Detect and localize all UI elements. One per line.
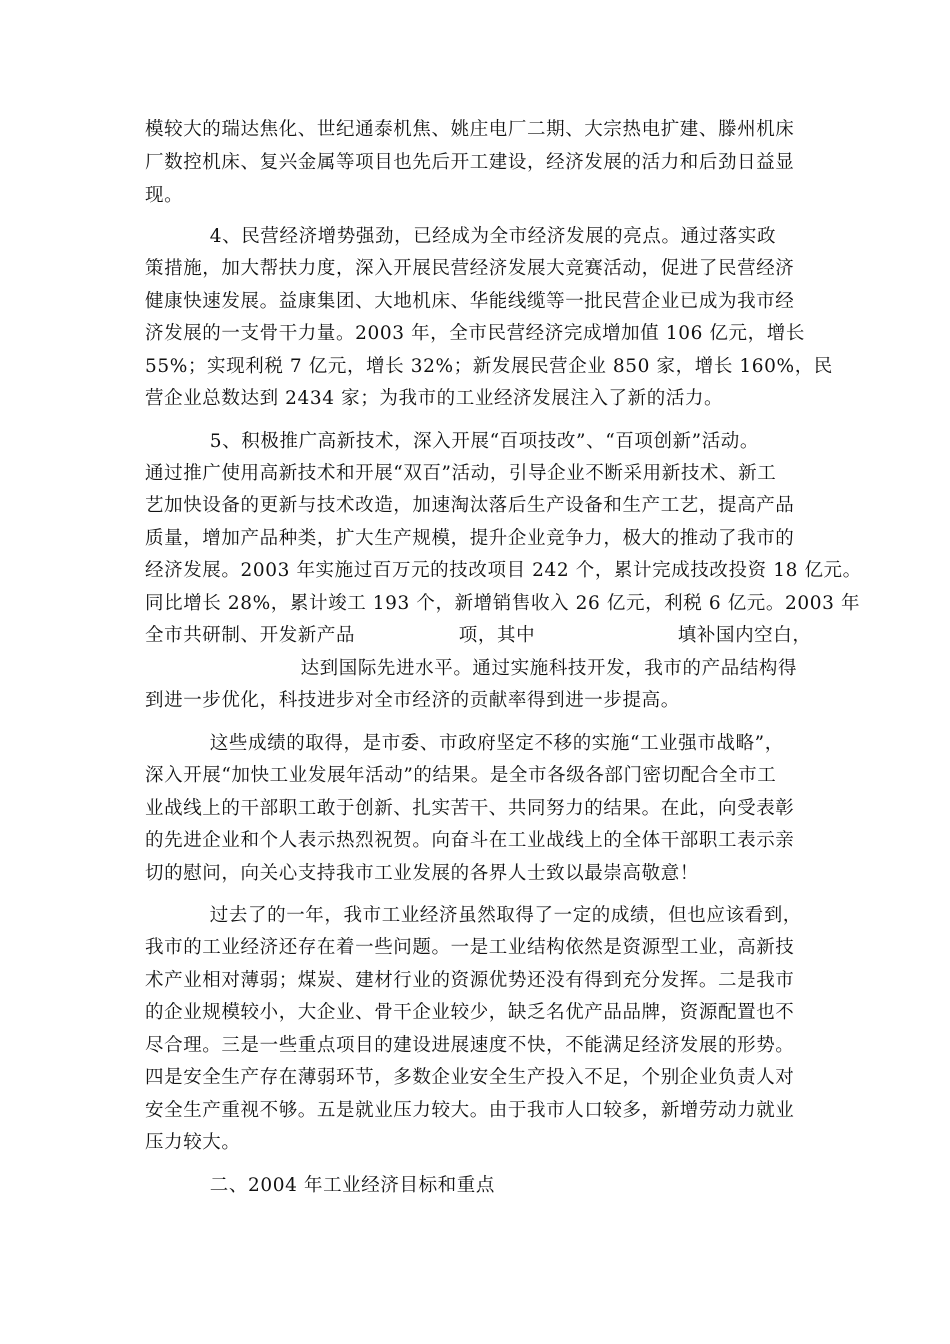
text-line: 四是安全生产存在薄弱环节，多数企业安全生产投入不足，个别企业负责人对: [145, 1067, 795, 1088]
text-line: 营企业总数达到 2434 家；为我市的工业经济发展注入了新的活力。: [145, 388, 724, 409]
text-line: 策措施，加大帮扶力度，深入开展民营经济发展大竞赛活动，促进了民营经济: [145, 258, 795, 279]
text-line: 尽合理。三是一些重点项目的建设进展速度不快，不能满足经济发展的形势。: [145, 1035, 795, 1056]
text-line: 深入开展“加快工业发展年活动”的结果。是全市各级各部门密切配合全市工: [145, 765, 777, 786]
text-line: 压力较大。: [145, 1132, 241, 1153]
text-line: 业战线上的干部职工敢于创新、扎实苦干、共同努力的结果。在此，向受表彰: [145, 798, 795, 819]
text-line: 切的慰问，向关心支持我市工业发展的各界人士致以最崇高敬意！: [145, 863, 699, 884]
text-line: 济发展的一支骨干力量。2003 年，全市民营经济完成增加值 106 亿元，增长: [145, 323, 805, 344]
text-line: 这些成绩的取得，是市委、市政府坚定不移的实施“工业强市战略”，: [145, 733, 784, 754]
text-line: 4、民营经济增势强劲，已经成为全市经济发展的亮点。通过落实政: [145, 226, 777, 247]
text-line: 我市的工业经济还存在着一些问题。一是工业结构依然是资源型工业，高新技: [145, 937, 795, 958]
text-line: 经济发展。2003 年实施过百万元的技改项目 242 个，累计完成技改投资 18 亿元。: [145, 560, 862, 581]
text-line: 术产业相对薄弱；煤炭、建材行业的资源优势还没有得到充分发挥。二是我市: [145, 970, 795, 991]
text-line: 安全生产重视不够。五是就业压力较大。由于我市人口较多，新增劳动力就业: [145, 1100, 795, 1121]
text-line: 现。: [145, 185, 184, 206]
text-line: 模较大的瑞达焦化、世纪通泰机焦、姚庄电厂二期、大宗热电扩建、滕州机床: [145, 119, 795, 140]
text-line: 健康快速发展。益康集团、大地机床、华能线缆等一批民营企业已成为我市经: [145, 291, 795, 312]
section-heading: 二、2004 年工业经济目标和重点: [145, 1175, 495, 1196]
text-line: 达到国际先进水平。通过实施科技开发，我市的产品结构得: [145, 658, 798, 679]
text-line: 全市共研制、开发新产品 项，其中 填补国内空白，: [145, 625, 812, 646]
text-line: 艺加快设备的更新与技术改造，加速淘汰落后生产设备和生产工艺，提高产品: [145, 495, 795, 516]
text-line: 通过推广使用高新技术和开展“双百”活动，引导企业不断采用新技术、新工: [145, 463, 777, 484]
text-line: 的企业规模较小，大企业、骨干企业较少，缺乏名优产品品牌，资源配置也不: [145, 1002, 795, 1023]
text-line: 的先进企业和个人表示热烈祝贺。向奋斗在工业战线上的全体干部职工表示亲: [145, 830, 795, 851]
text-line: 5、积极推广高新技术，深入开展“百项技改”、“百项创新”活动。: [145, 431, 760, 452]
text-line: 厂数控机床、复兴金属等项目也先后开工建设，经济发展的活力和后劲日益显: [145, 152, 795, 173]
text-line: 到进一步优化，科技进步对全市经济的贡献率得到进一步提高。: [145, 690, 680, 711]
text-line: 同比增长 28%，累计竣工 193 个，新增销售收入 26 亿元，利税 6 亿元。2003 年: [145, 593, 861, 614]
text-line: 质量，增加产品种类，扩大生产规模，提升企业竞争力，极大的推动了我市的: [145, 528, 795, 549]
text-line: 55%；实现利税 7 亿元，增长 32%；新发展民营企业 850 家，增长 160%，民: [145, 356, 833, 377]
text-line: 过去了的一年，我市工业经济虽然取得了一定的成绩，但也应该看到，: [145, 905, 802, 926]
